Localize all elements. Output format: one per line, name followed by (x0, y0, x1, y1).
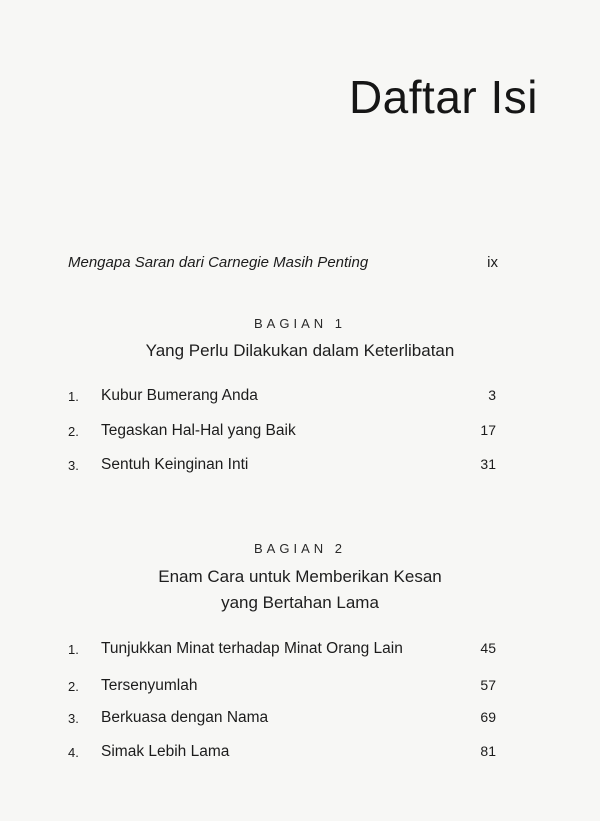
chapter-number: 1. (68, 642, 79, 657)
chapter-title: Kubur Bumerang Anda (101, 387, 258, 404)
chapter-title: Simak Lebih Lama (101, 743, 230, 760)
chapter-number: 3. (68, 458, 79, 473)
toc-entry[interactable] (68, 677, 496, 699)
part-2-title (0, 564, 600, 616)
part-2-label: BAGIAN 2 (254, 541, 346, 556)
chapter-title: Tunjukkan Minat terhadap Minat Orang Lain (101, 640, 403, 657)
chapter-page: 3 (488, 387, 496, 403)
intro-label: Mengapa Saran dari Carnegie Masih Penting (68, 254, 369, 271)
part-1-title (0, 338, 600, 364)
chapter-title: Sentuh Keinginan Inti (101, 456, 249, 473)
chapter-page: 57 (480, 677, 496, 693)
chapter-number: 4. (68, 745, 79, 760)
chapter-number: 2. (68, 679, 79, 694)
toc-entry[interactable] (68, 743, 496, 765)
chapter-number: 2. (68, 424, 79, 439)
chapter-title: Tersenyumlah (101, 677, 198, 694)
toc-entry[interactable] (68, 456, 496, 478)
part-1-label: BAGIAN 1 (254, 316, 346, 331)
chapter-number: 3. (68, 711, 79, 726)
toc-entry[interactable] (68, 709, 496, 731)
toc-entry[interactable] (68, 422, 496, 444)
toc-intro-entry[interactable] (68, 254, 498, 271)
chapter-page: 81 (480, 743, 496, 759)
chapter-page: 31 (480, 456, 496, 472)
chapter-page: 69 (480, 709, 496, 725)
toc-entry[interactable] (68, 640, 496, 662)
part-2-title-line: Enam Cara untuk Memberikan Kesan (158, 567, 442, 586)
intro-page: ix (487, 254, 498, 271)
chapter-number: 1. (68, 389, 79, 404)
part-2-title-line: yang Bertahan Lama (221, 593, 379, 612)
chapter-page: 17 (480, 422, 496, 438)
toc-entry[interactable] (68, 387, 496, 409)
chapter-title: Tegaskan Hal-Hal yang Baik (101, 422, 296, 439)
chapter-title: Berkuasa dengan Nama (101, 709, 269, 726)
part-1-title-line: Yang Perlu Dilakukan dalam Keterlibatan (145, 341, 455, 360)
chapter-page: 45 (480, 640, 496, 656)
page-title: Daftar Isi (348, 71, 538, 123)
